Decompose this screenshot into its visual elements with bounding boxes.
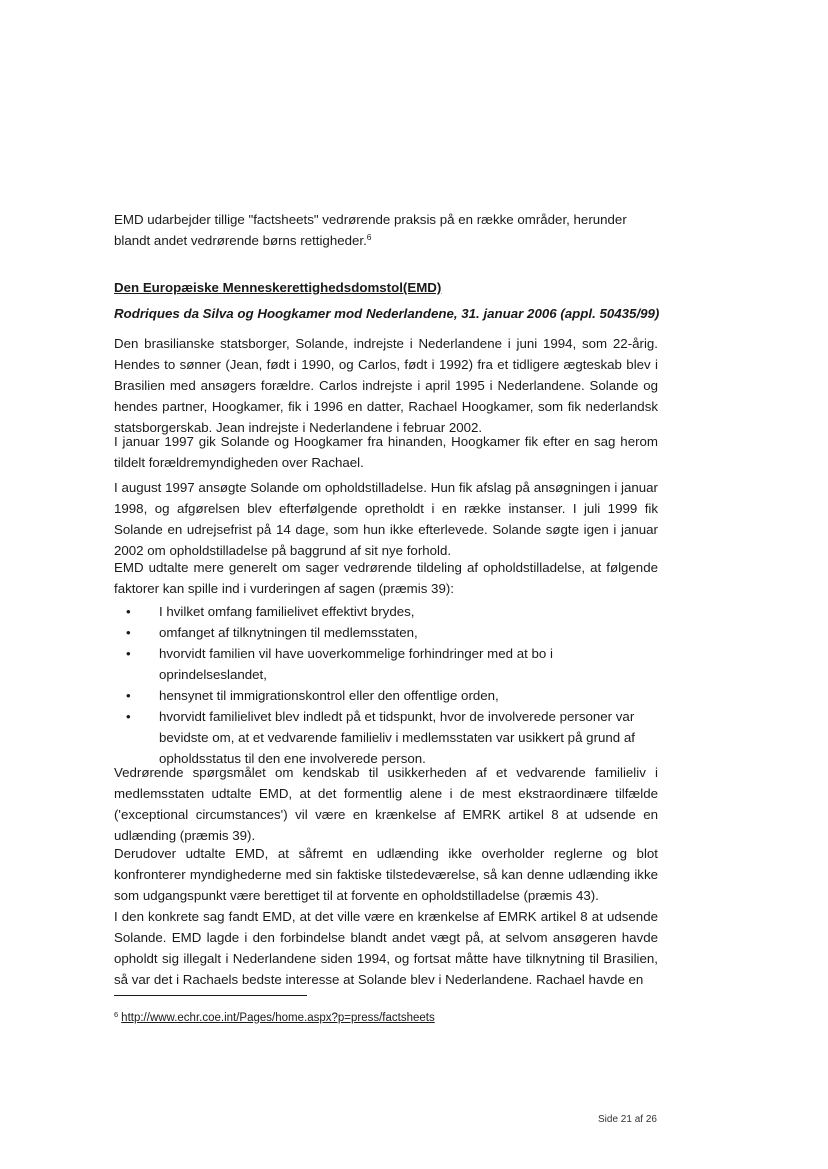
paragraph-application: I august 1997 ansøgte Solande om opholdstilladelse. Hun fik afslag på ansøgningen i januar 1998, og afgørelsen blev efterfølgende opretholdt i en række instanser. I juli 1999 fik Solande en udrejsefrist på 14 dage, som hun ikke efterlevede. Solande søgte igen i januar 2002 om opholdstilladelse på baggrund af sit nye forhold. <box>114 480 658 558</box>
footnote-number: 6 <box>114 1010 119 1019</box>
factors-list <box>114 601 658 769</box>
bullet-icon: • <box>126 625 131 640</box>
list-item-text: I hvilket omfang familielivet effektivt brydes, <box>159 604 415 619</box>
page-number: Side 21 af 26 <box>598 1114 657 1125</box>
list-item-text: omfanget af tilknytningen til medlemsstaten, <box>159 625 418 640</box>
bullet-icon: • <box>126 646 131 661</box>
list-item <box>114 601 658 622</box>
list-item-text: hvorvidt familielivet blev indledt på et tidspunkt, hvor de involverede personer var bevidste om, at et vedvarende familieliv i medlemsstaten var usikkert på grund af opholdsstatus til den ene involverede person. <box>159 709 635 766</box>
list-item <box>114 643 658 685</box>
footnote-link[interactable]: http://www.echr.coe.int/Pages/home.aspx?p=press/factsheets <box>121 1012 435 1024</box>
list-item <box>114 685 658 706</box>
paragraph-factors-intro: EMD udtalte mere generelt om sager vedrørende tildeling af opholdstilladelse, at følgende faktorer kan spille ind i vurderingen af sagen (præmis 39): <box>114 560 658 596</box>
footnote <box>114 1012 435 1024</box>
section-heading: Den Europæiske Menneskerettighedsdomstol(EMD) <box>114 280 442 295</box>
paragraph-facts: Den brasilianske statsborger, Solande, indrejste i Nederlandene i juni 1994, som 22-årig. Hendes to sønner (Jean, født i 1990, og Carlos, født i 1992) fra et tidligere ægteskab blev i Brasilien med ansøgers forældre. Carlos indrejste i april 1995 i Nederlandene. Solande og hendes partner, Hoogkamer, fik i 1996 en datter, Rachael Hoogkamer, som fik nederlandsk statsborgerskab. Jean indrejste i Nederlandene i februar 2002. <box>114 336 658 435</box>
list-item-text: hensynet til immigrationskontrol eller den offentlige orden, <box>159 688 499 703</box>
intro-text: EMD udarbejder tillige "factsheets" vedrørende praksis på en række områder, herunder blandt andet vedrørende børns rettigheder. <box>114 212 627 248</box>
footnote-reference[interactable]: 6 <box>366 232 372 242</box>
list-item-text: hvorvidt familien vil have uoverkommelige forhindringer med at bo i oprindelseslandet, <box>159 646 553 682</box>
list-item <box>114 706 658 769</box>
intro-paragraph <box>114 209 644 251</box>
paragraph-separation: I januar 1997 gik Solande og Hoogkamer fra hinanden, Hoogkamer fik efter en sag herom tildelt forældremyndigheden over Rachael. <box>114 434 658 470</box>
case-title: Rodriques da Silva og Hoogkamer mod Nederlandene, 31. januar 2006 (appl. 50435/99) <box>114 306 660 321</box>
paragraph-compliance: Derudover udtalte EMD, at såfremt en udlænding ikke overholder reglerne og blot konfronterer myndighederne med sin faktiske tilstedeværelse, så kan denne udlænding ikke som udgangspunkt være berettiget til at forvente en opholdstilladelse (præmis 43). <box>114 846 658 903</box>
paragraph-knowledge: Vedrørende spørgsmålet om kendskab til usikkerheden af et vedvarende familieliv i medlemsstaten udtalte EMD, at det formentlig alene i de mest ekstraordinære tilfælde ('exceptional circumstances') vil være en krænkelse af EMRK artikel 8 at udsende en udlænding (præmis 39). <box>114 765 658 843</box>
bullet-icon: • <box>126 604 131 619</box>
paragraph-conclusion: I den konkrete sag fandt EMD, at det ville være en krænkelse af EMRK artikel 8 at udsende Solande. EMD lagde i den forbindelse blandt andet vægt på, at selvom ansøgeren havde opholdt sig illegalt i Nederlandene siden 1994, og fortsat måtte have tilknytning til Brasilien, så var det i Rachaels bedste interesse at Solande blev i Nederlandene. Rachael havde en <box>114 909 658 987</box>
bullet-icon: • <box>126 688 131 703</box>
footnote-divider <box>114 995 307 996</box>
bullet-icon: • <box>126 709 131 724</box>
list-item <box>114 622 658 643</box>
